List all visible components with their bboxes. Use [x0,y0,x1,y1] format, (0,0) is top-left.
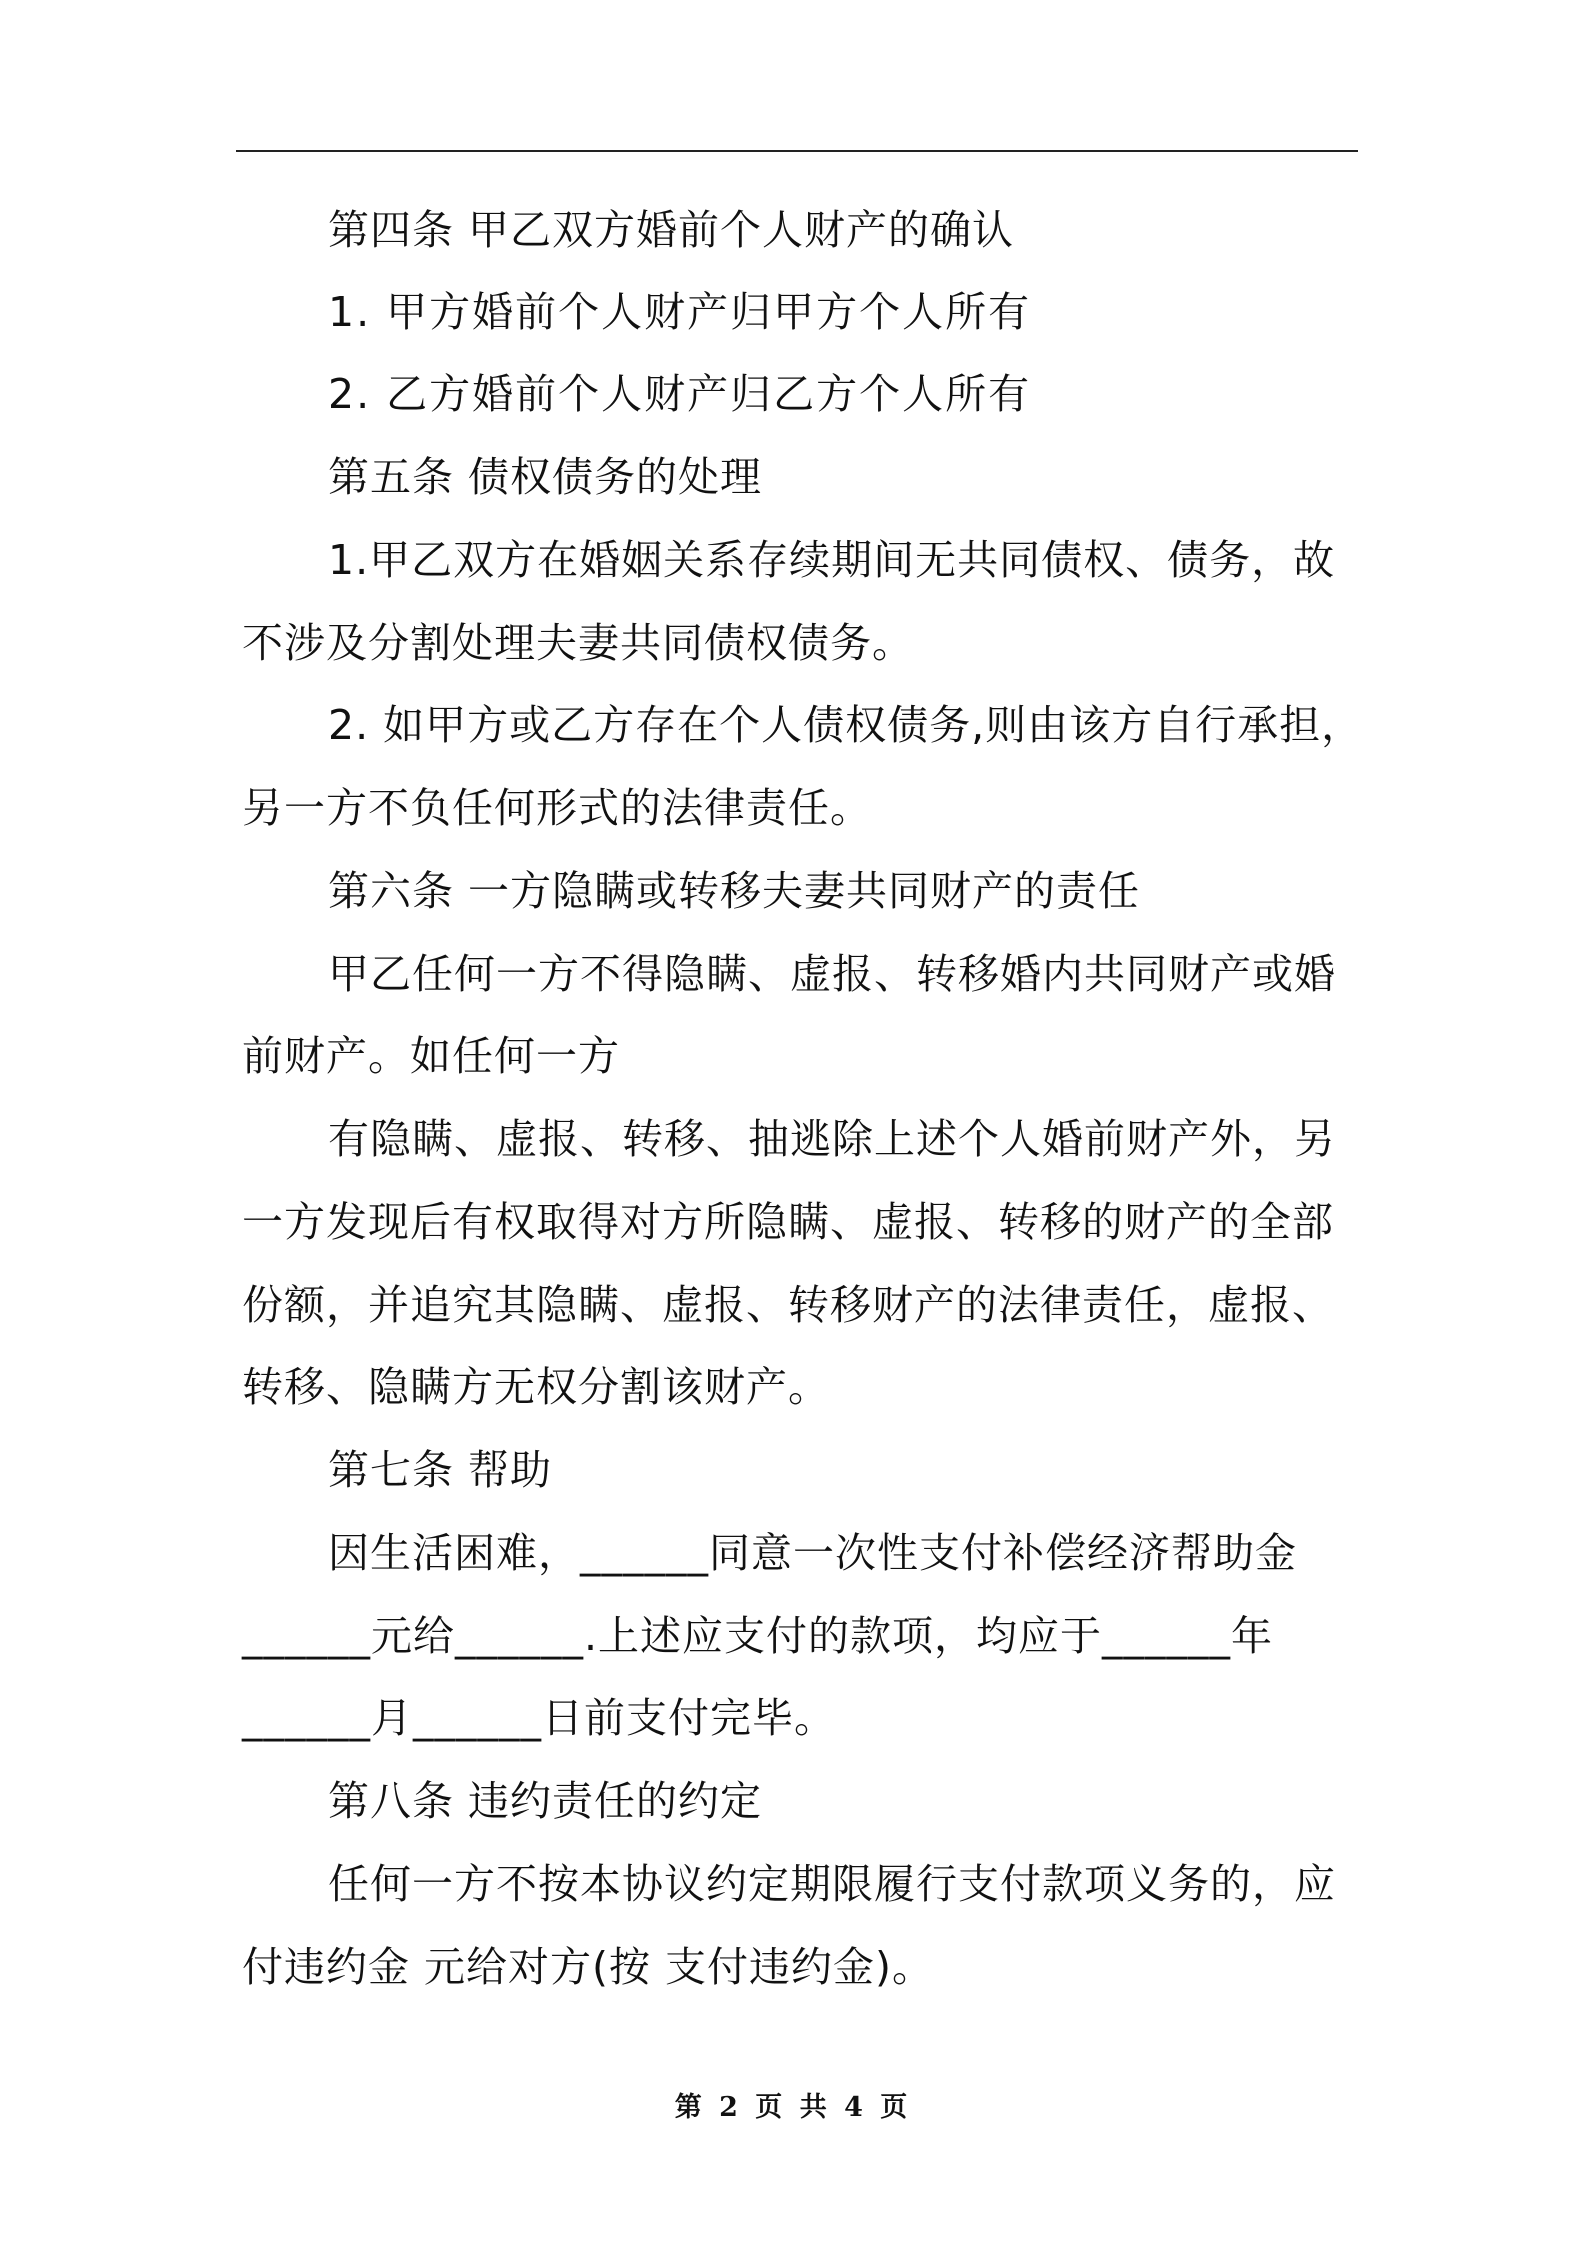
article-5-item-1-line-2: 不涉及分割处理夫妻共同债权债务。 [242,619,914,667]
article-5-item-2-line-2: 另一方不负任何形式的法律责任。 [242,784,872,832]
article-6-paragraph-2-line-3: 份额，并追究其隐瞒、虚报、转移财产的法律责任，虚报、 [242,1281,1334,1329]
article-7-paragraph-line-1: 因生活困难，______同意一次性支付补偿经济帮助金 [328,1529,1297,1577]
article-7-paragraph-line-2: ______元给______.上述应支付的款项，均应于______年 [242,1612,1274,1660]
article-4-item-2: 2. 乙方婚前个人财产归乙方个人所有 [328,370,1032,418]
article-5-item-1-line-1: 1.甲乙双方在婚姻关系存续期间无共同债权、债务，故 [328,536,1336,584]
article-6-heading: 第六条 一方隐瞒或转移夫妻共同财产的责任 [328,867,1141,915]
article-4-item-1: 1. 甲方婚前个人财产归甲方个人所有 [328,288,1032,336]
article-5-item-2-line-1: 2. 如甲方或乙方存在个人债权债务,则由该方自行承担， [328,701,1364,749]
article-6-paragraph-1-line-1: 甲乙任何一方不得隐瞒、虚报、转移婚内共同财产或婚 [328,950,1336,998]
article-8-paragraph-line-2: 付违约金 元给对方(按 支付违约金)。 [242,1943,935,1991]
article-6-paragraph-2-line-1: 有隐瞒、虚报、转移、抽逃除上述个人婚前财产外，另 [328,1115,1336,1163]
article-6-paragraph-1-line-2: 前财产。如任何一方 [242,1032,620,1080]
article-6-paragraph-2-line-2: 一方发现后有权取得对方所隐瞒、虚报、转移的财产的全部 [242,1198,1334,1246]
page-number-footer: 第 2 页 共 4 页 [674,2092,912,2123]
article-8-heading: 第八条 违约责任的约定 [328,1777,763,1825]
article-7-heading: 第七条 帮助 [328,1446,553,1494]
header-rule [236,150,1358,152]
article-6-paragraph-2-line-4: 转移、隐瞒方无权分割该财产。 [242,1363,830,1411]
article-5-heading: 第五条 债权债务的处理 [328,453,763,501]
article-4-heading: 第四条 甲乙双方婚前个人财产的确认 [328,206,1015,254]
article-7-paragraph-line-3: ______月______日前支付完毕。 [242,1694,836,1742]
article-8-paragraph-line-1: 任何一方不按本协议约定期限履行支付款项义务的，应 [328,1860,1336,1908]
